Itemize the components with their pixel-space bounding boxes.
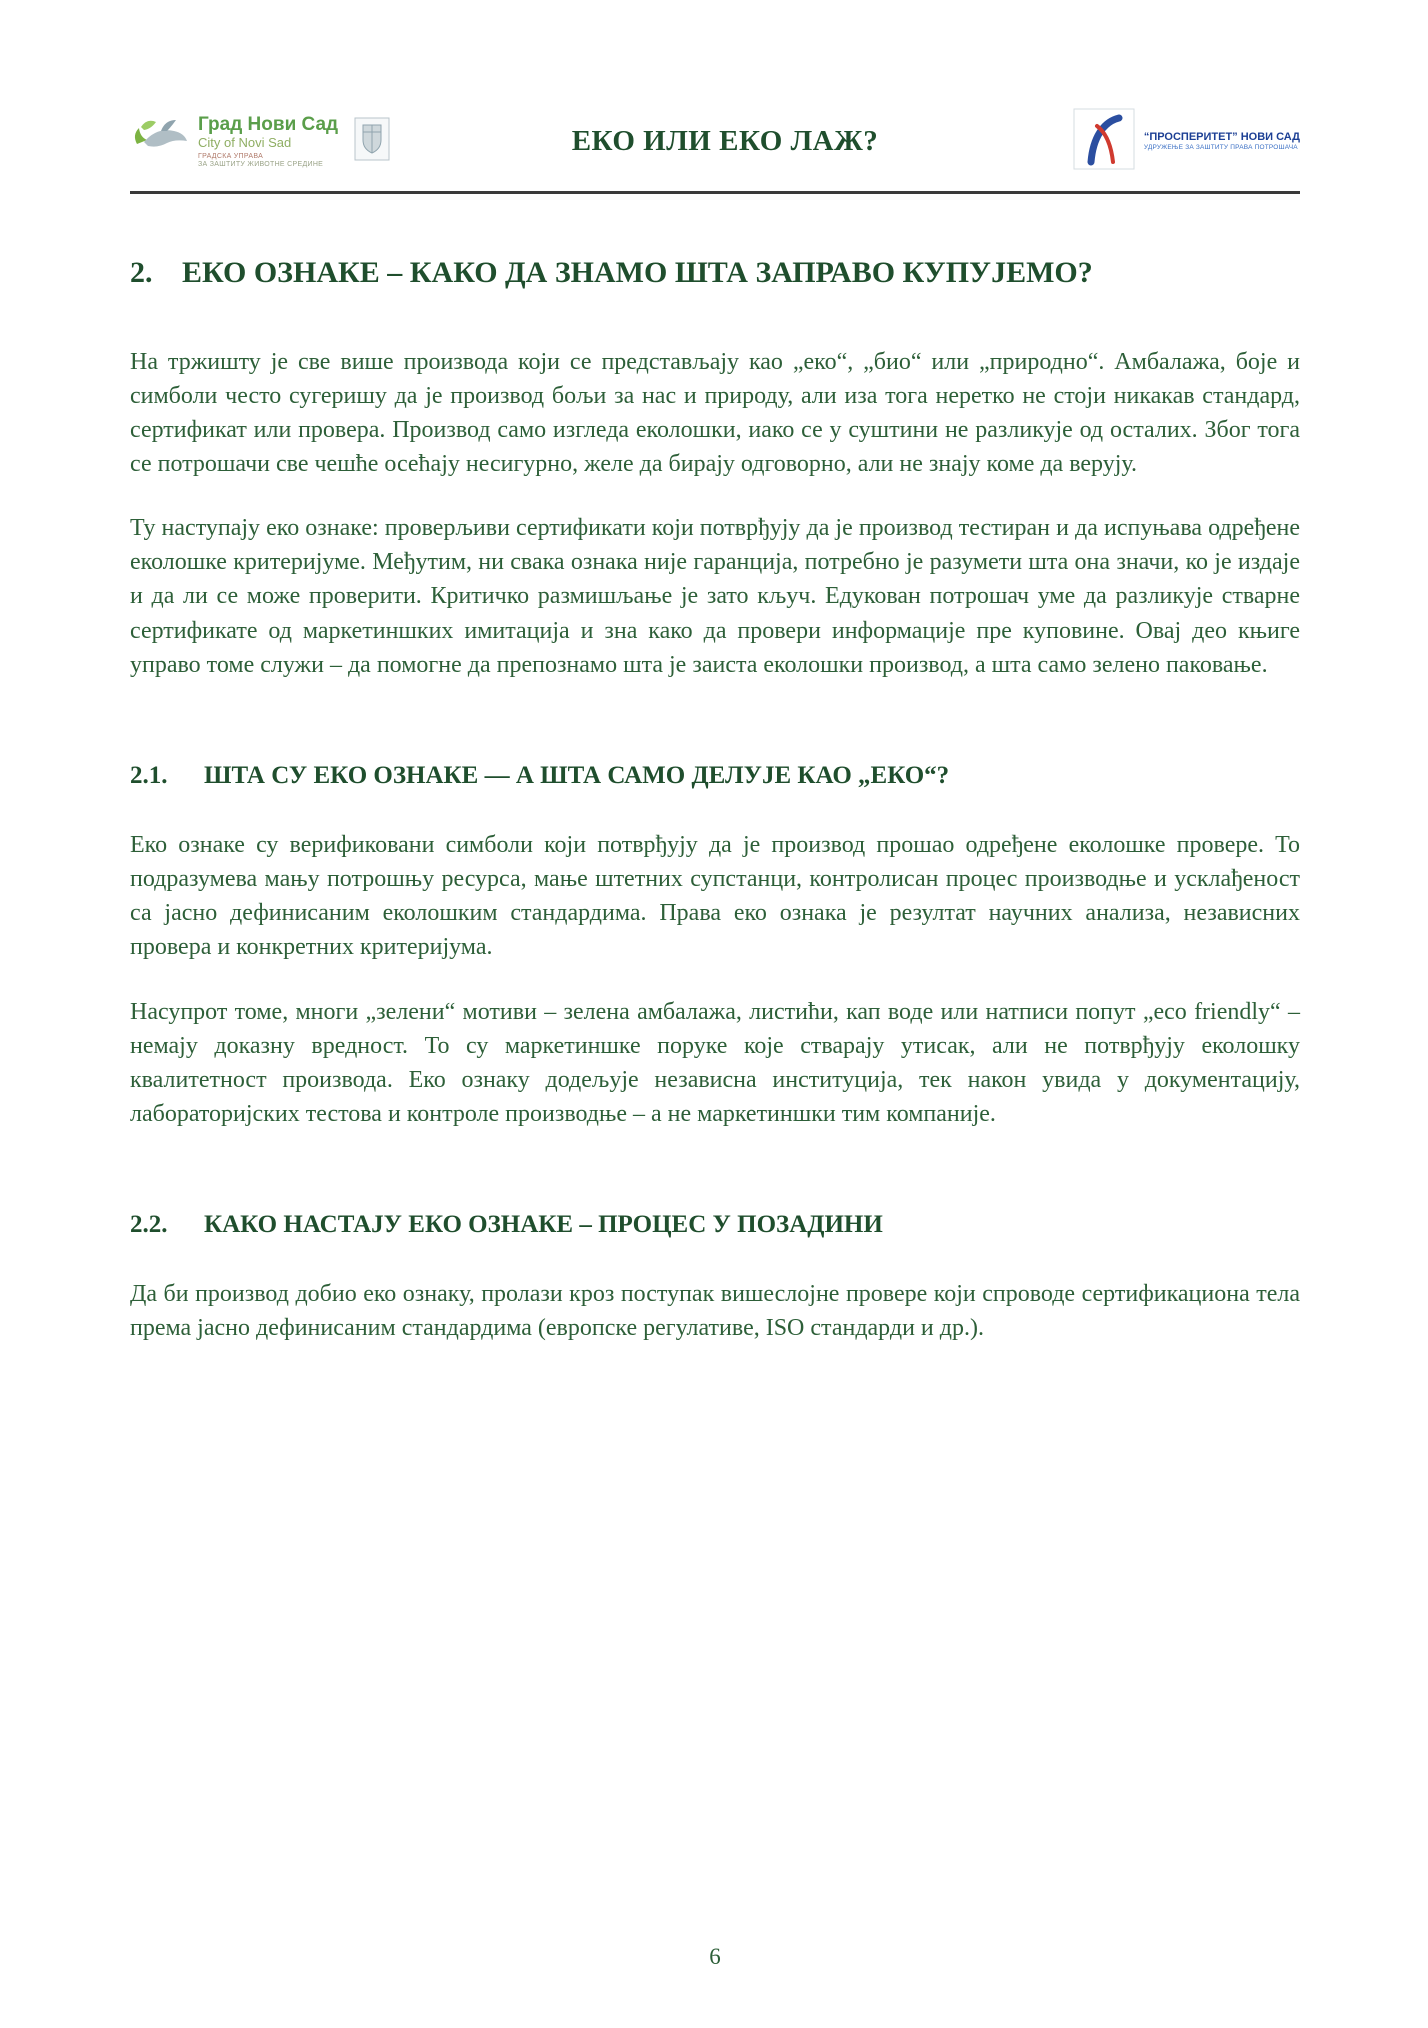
section-title: КАКО НАСТАЈУ ЕКО ОЗНАКЕ – ПРОЦЕС У ПОЗАДИНИ: [204, 1210, 883, 1238]
novi-sad-logo-text: [198, 115, 338, 169]
page-footer: [130, 1944, 1300, 1970]
section-2-1-paragraph-1: Еко ознаке су верификовани симболи који потврђују да је производ прошао одређене еколошке провере. То подразумева мању потрошњу ресурса, мање штетних супстанци, контролисан процес производње и усклађеност са јасно дефинисаним еколошким стандардима. Права еко ознака је резултат научних анализа, независних провера и конкретних критеријума.: [130, 832, 1300, 961]
city-name-serbian: Град Нови Сад: [198, 113, 339, 135]
city-department-line2: ЗА ЗАШТИТУ ЖИВОТНЕ СРЕДИНЕ: [198, 160, 324, 168]
intro-paragraph-1: На тржишту је све више производа који се представљају као „еко“, „био“ или „природно“. Амбалажа, боје и симболи често сугеришу да је производ бољи за нас и природу, али иза тога неретко не стоји никакав стандард, сертификат или провера. Производ само изгледа еколошки, иако се у суштини не разликује од осталих. Због тога се потрошачи све чешће осећају несигурно, желе да бирају одговорно, али не знају коме да верују.: [130, 349, 1300, 478]
header-divider: [130, 191, 1300, 194]
chapter-number: 2.: [130, 256, 153, 289]
city-name-english: City of Novi Sad: [198, 134, 292, 150]
city-crest-icon: [354, 117, 390, 166]
intro-paragraph-2: Ту наступају еко ознаке: проверљиви сертификати који потврђују да је производ тестиран и да испуњава одређене еколошке критеријуме. Међутим, ни свака ознака није гаранција, потребно је разумети шта она значи, ко је издаје и да ли се може проверити. Критичко размишљање је зато кључ. Едукован потрошач уме да разликује стварне сертификате од маркетиншких имитација и зна како да провери информације пре куповине. Овај део књиге управо томе служи – да помогне да препознамо шта је заиста еколошки производ, а шта само зелено паковање.: [130, 515, 1300, 678]
prosperitet-logo-text: [1144, 131, 1300, 153]
dove-icon: [130, 116, 188, 167]
section-2-1-paragraph-2: Насупрот томе, многи „зелени“ мотиви – зелена амбалажа, листићи, кап воде или натписи попут „eco friendly“ – немају доказну вредност. То су маркетиншке поруке које стварају утисак, али не потврђују еколошку квалитетност производа. Еко ознаку додељује независна институција, тек након увида у документацију, лабораторијских тестова и контроле производње – а не маркетиншки тим компаније.: [130, 998, 1300, 1127]
section-heading-2-1: [130, 760, 1300, 793]
prosperitet-logo: [1005, 108, 1300, 175]
document-title: ЕКО ИЛИ ЕКО ЛАЖ?: [571, 125, 879, 157]
section-number: 2.1.: [130, 761, 168, 789]
section-title: ШТА СУ ЕКО ОЗНАКЕ — А ШТА САМО ДЕЛУЈЕ КАО „ЕКО“?: [204, 761, 950, 789]
chapter-title: ЕКО ОЗНАКЕ – КАКО ДА ЗНАМО ШТА ЗАПРАВО КУПУЈЕМО?: [182, 256, 1093, 289]
section-number: 2.2.: [130, 1210, 168, 1238]
section-heading-2-2: [130, 1209, 1300, 1242]
prosperitet-figure-icon: [1073, 108, 1135, 175]
page-header: [130, 108, 1300, 175]
page-number: 6: [709, 1944, 721, 1969]
association-subtitle: УДРУЖЕЊЕ ЗА ЗАШТИТУ ПРАВА ПОТРОШАЧА: [1143, 144, 1298, 152]
association-name: “ПРОСПЕРИТЕТ” НОВИ САД: [1143, 130, 1300, 143]
section-2-2-paragraph-1: Да би производ добио еко ознаку, пролази кроз поступак вишеслојне провере који спроводе сертификациона тела према јасно дефинисаним стандардима (европске регулативе, ISO стандарди и др.).: [130, 1281, 1300, 1342]
chapter-heading: [130, 250, 1300, 295]
city-department-line1: ГРАДСКА УПРАВА: [198, 152, 264, 160]
novi-sad-logo: [130, 115, 445, 169]
